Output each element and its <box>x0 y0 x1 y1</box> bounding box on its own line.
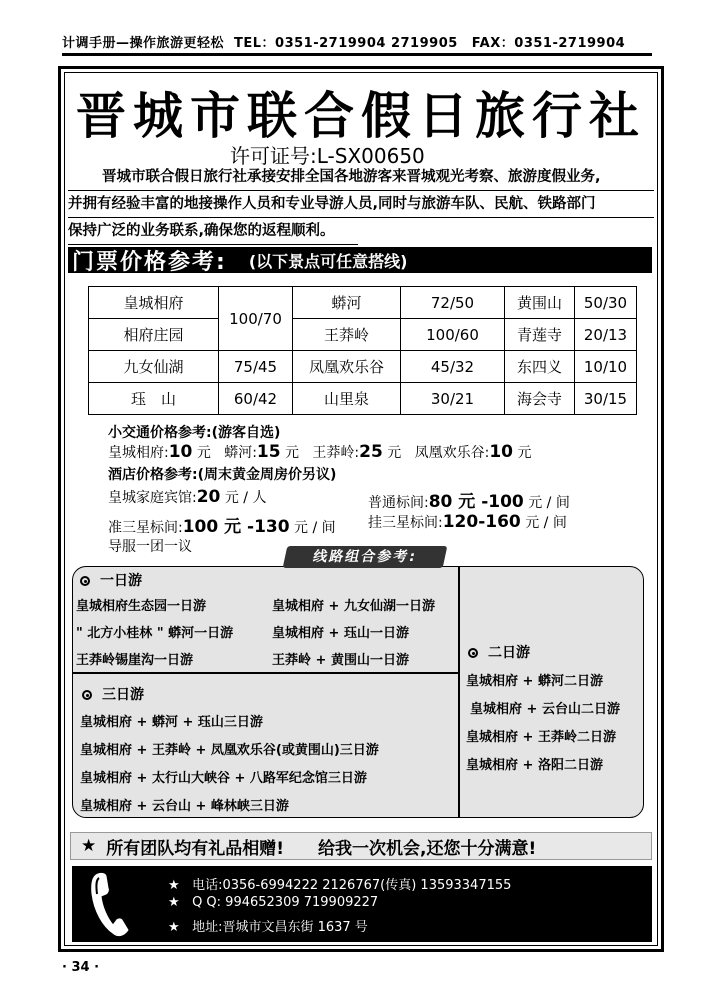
ticket-price-table <box>88 286 637 415</box>
route-divider-horizontal <box>72 672 458 674</box>
transport-item-price: 10 <box>168 442 193 462</box>
slogan-bar <box>70 832 652 860</box>
table-cell: 100/70 <box>219 287 293 351</box>
transport-item-name: 凤凰欢乐谷: <box>414 445 490 461</box>
route-item: 皇城相府 + 蟒河二日游 <box>466 674 603 689</box>
route-item: 皇城相府 + 王莽岭 + 凤凰欢乐谷(或黄围山)三日游 <box>80 743 379 758</box>
hotel-three <box>368 512 567 532</box>
contact-panel <box>72 866 652 942</box>
table-cell: 10/10 <box>575 351 637 383</box>
hotel-standard-price: 80 元 -100 <box>428 492 524 512</box>
transport-prices <box>108 442 531 462</box>
table-cell: 75/45 <box>219 351 293 383</box>
circle-bullet-icon <box>80 576 90 586</box>
transport-item-name: 王莽岭: <box>312 445 360 461</box>
circle-bullet-icon <box>82 690 92 700</box>
route-item: 王莽岭 + 黄围山一日游 <box>272 653 409 668</box>
table-cell: 珏 山 <box>89 383 219 415</box>
table-cell: 山里泉 <box>293 383 401 415</box>
transport-item-name: 蟒河: <box>224 445 257 461</box>
table-cell: 黄围山 <box>505 287 575 319</box>
contact-qq: Q Q: 994652309 719909227 <box>192 895 379 910</box>
gift-slogan: 所有团队均有礼品相赠! <box>106 838 285 859</box>
contact-qq-line <box>168 895 378 910</box>
star-icon: ★ <box>168 920 180 935</box>
table-row <box>89 351 637 383</box>
hotel-three-price: 120-160 <box>442 512 521 532</box>
star-icon: ★ <box>81 836 97 856</box>
table-cell: 皇城相府 <box>89 287 219 319</box>
hotel-heading: 酒店价格参考:(周末黄金周房价另议) <box>108 467 337 483</box>
table-cell: 45/32 <box>401 351 505 383</box>
route-item: 皇城相府 + 九女仙湖一日游 <box>272 599 435 614</box>
circle-bullet-icon <box>468 648 478 658</box>
hotel-standard-unit: 元 / 间 <box>528 495 570 511</box>
transport-item-name: 皇城相府: <box>108 445 169 461</box>
transport-heading: 小交通价格参考:(游客自选) <box>108 425 281 441</box>
transport-item-unit: 元 <box>387 445 402 461</box>
two-day-heading <box>468 642 530 662</box>
transport-item-price: 15 <box>256 442 281 462</box>
three-day-title: 三日游 <box>102 687 144 703</box>
hotel-standard <box>368 487 570 512</box>
route-item: 皇城相府 + 洛阳二日游 <box>466 758 603 773</box>
table-row <box>89 383 637 415</box>
table-cell: 青莲寺 <box>505 319 575 351</box>
table-cell: 九女仙湖 <box>89 351 219 383</box>
guide-fee: 导服一团一议 <box>108 539 192 555</box>
contact-address: 地址:晋城市文昌东街 1637 号 <box>192 920 368 935</box>
intro-line: 并拥有经验丰富的地接操作人员和专业导游人员,同时与旅游车队、民航、铁路部门 <box>68 191 654 218</box>
transport-item-price: 10 <box>489 442 513 462</box>
hotel-three-label: 挂三星标间: <box>368 515 443 531</box>
star-icon: ★ <box>168 895 180 910</box>
telephone-handset-icon <box>88 870 132 938</box>
intro-line: 保持广泛的业务联系,确保您的返程顺利。 <box>68 218 358 245</box>
transport-item-unit: 元 <box>196 445 211 461</box>
table-cell: 60/42 <box>219 383 293 415</box>
table-cell: 50/30 <box>575 287 637 319</box>
ticket-heading: 门票价格参考: <box>72 249 227 275</box>
table-cell: 30/21 <box>401 383 505 415</box>
one-day-heading <box>80 570 142 590</box>
contact-phone: 电话:0356-6994222 2126767(传真) 13593347155 <box>192 878 512 893</box>
three-day-heading <box>82 684 144 704</box>
route-label: 线路组合参考: <box>283 546 448 568</box>
table-cell: 蟒河 <box>293 287 401 319</box>
ticket-subheading: (以下景点可任意搭线) <box>248 251 408 271</box>
hotel-family <box>108 487 266 507</box>
table-cell: 100/60 <box>401 319 505 351</box>
table-cell: 30/15 <box>575 383 637 415</box>
table-cell: 20/13 <box>575 319 637 351</box>
contact-phone-line <box>168 874 511 893</box>
contact-address-line <box>168 916 368 935</box>
ticket-heading-bar <box>68 247 652 273</box>
hotel-family-price: 20 <box>196 487 221 507</box>
route-item: 皇城相府 + 云台山 + 峰林峡三日游 <box>80 799 289 814</box>
route-item: " 北方小桂林 " 蟒河一日游 <box>76 626 234 641</box>
hotel-family-label: 皇城家庭宾馆: <box>108 490 197 506</box>
header-tagline: 计调手册—操作旅游更轻松 <box>62 36 225 51</box>
table-cell: 东四义 <box>505 351 575 383</box>
transport-item-price: 25 <box>359 442 383 462</box>
hotel-quasi-unit: 元 / 间 <box>294 520 336 536</box>
route-item: 皇城相府 + 太行山大峡谷 + 八路军纪念馆三日游 <box>80 771 367 786</box>
agency-intro <box>68 164 654 245</box>
table-cell: 相府庄园 <box>89 319 219 351</box>
route-item: 皇城相府 + 蟒河 + 珏山三日游 <box>80 715 263 730</box>
transport-item-unit: 元 <box>517 445 532 461</box>
header-tel: TEL：0351-2719904 2719905 <box>234 36 458 51</box>
table-row <box>89 319 637 351</box>
route-item: 王莽岭锡崖沟一日游 <box>76 653 194 668</box>
agency-title: 晋城市联合假日旅行社 <box>76 87 646 145</box>
table-cell: 海会寺 <box>505 383 575 415</box>
header-strip <box>62 30 652 56</box>
star-icon: ★ <box>168 878 180 893</box>
table-cell: 王莽岭 <box>293 319 401 351</box>
one-day-title: 一日游 <box>100 573 142 589</box>
route-divider-vertical <box>458 566 460 818</box>
license-number: 许可证号:L-SX00650 <box>230 144 425 168</box>
hotel-quasi-label: 准三星标间: <box>108 520 183 536</box>
transport-item-unit: 元 <box>285 445 300 461</box>
intro-line: 晋城市联合假日旅行社承接安排全国各地游客来晋城观光考察、旅游度假业务, <box>68 164 654 191</box>
hotel-standard-label: 普通标间: <box>368 495 429 511</box>
route-item: 皇城相府 + 王莽岭二日游 <box>466 730 616 745</box>
route-item: 皇城相府 + 云台山二日游 <box>470 702 620 717</box>
two-day-title: 二日游 <box>488 645 530 661</box>
page-number: · 34 · <box>62 960 100 975</box>
hotel-family-unit: 元 / 人 <box>224 490 267 506</box>
table-cell: 72/50 <box>401 287 505 319</box>
chance-slogan: 给我一次机会,还您十分满意! <box>318 838 537 859</box>
hotel-quasi-price: 100 元 -130 <box>182 517 290 537</box>
hotel-three-unit: 元 / 间 <box>525 515 567 531</box>
hotel-quasi <box>108 512 336 537</box>
route-item: 皇城相府 + 珏山一日游 <box>272 626 409 641</box>
header-fax: FAX：0351-2719904 <box>471 36 626 51</box>
table-row <box>89 287 637 319</box>
route-item: 皇城相府生态园一日游 <box>76 599 207 614</box>
table-cell: 凤凰欢乐谷 <box>293 351 401 383</box>
